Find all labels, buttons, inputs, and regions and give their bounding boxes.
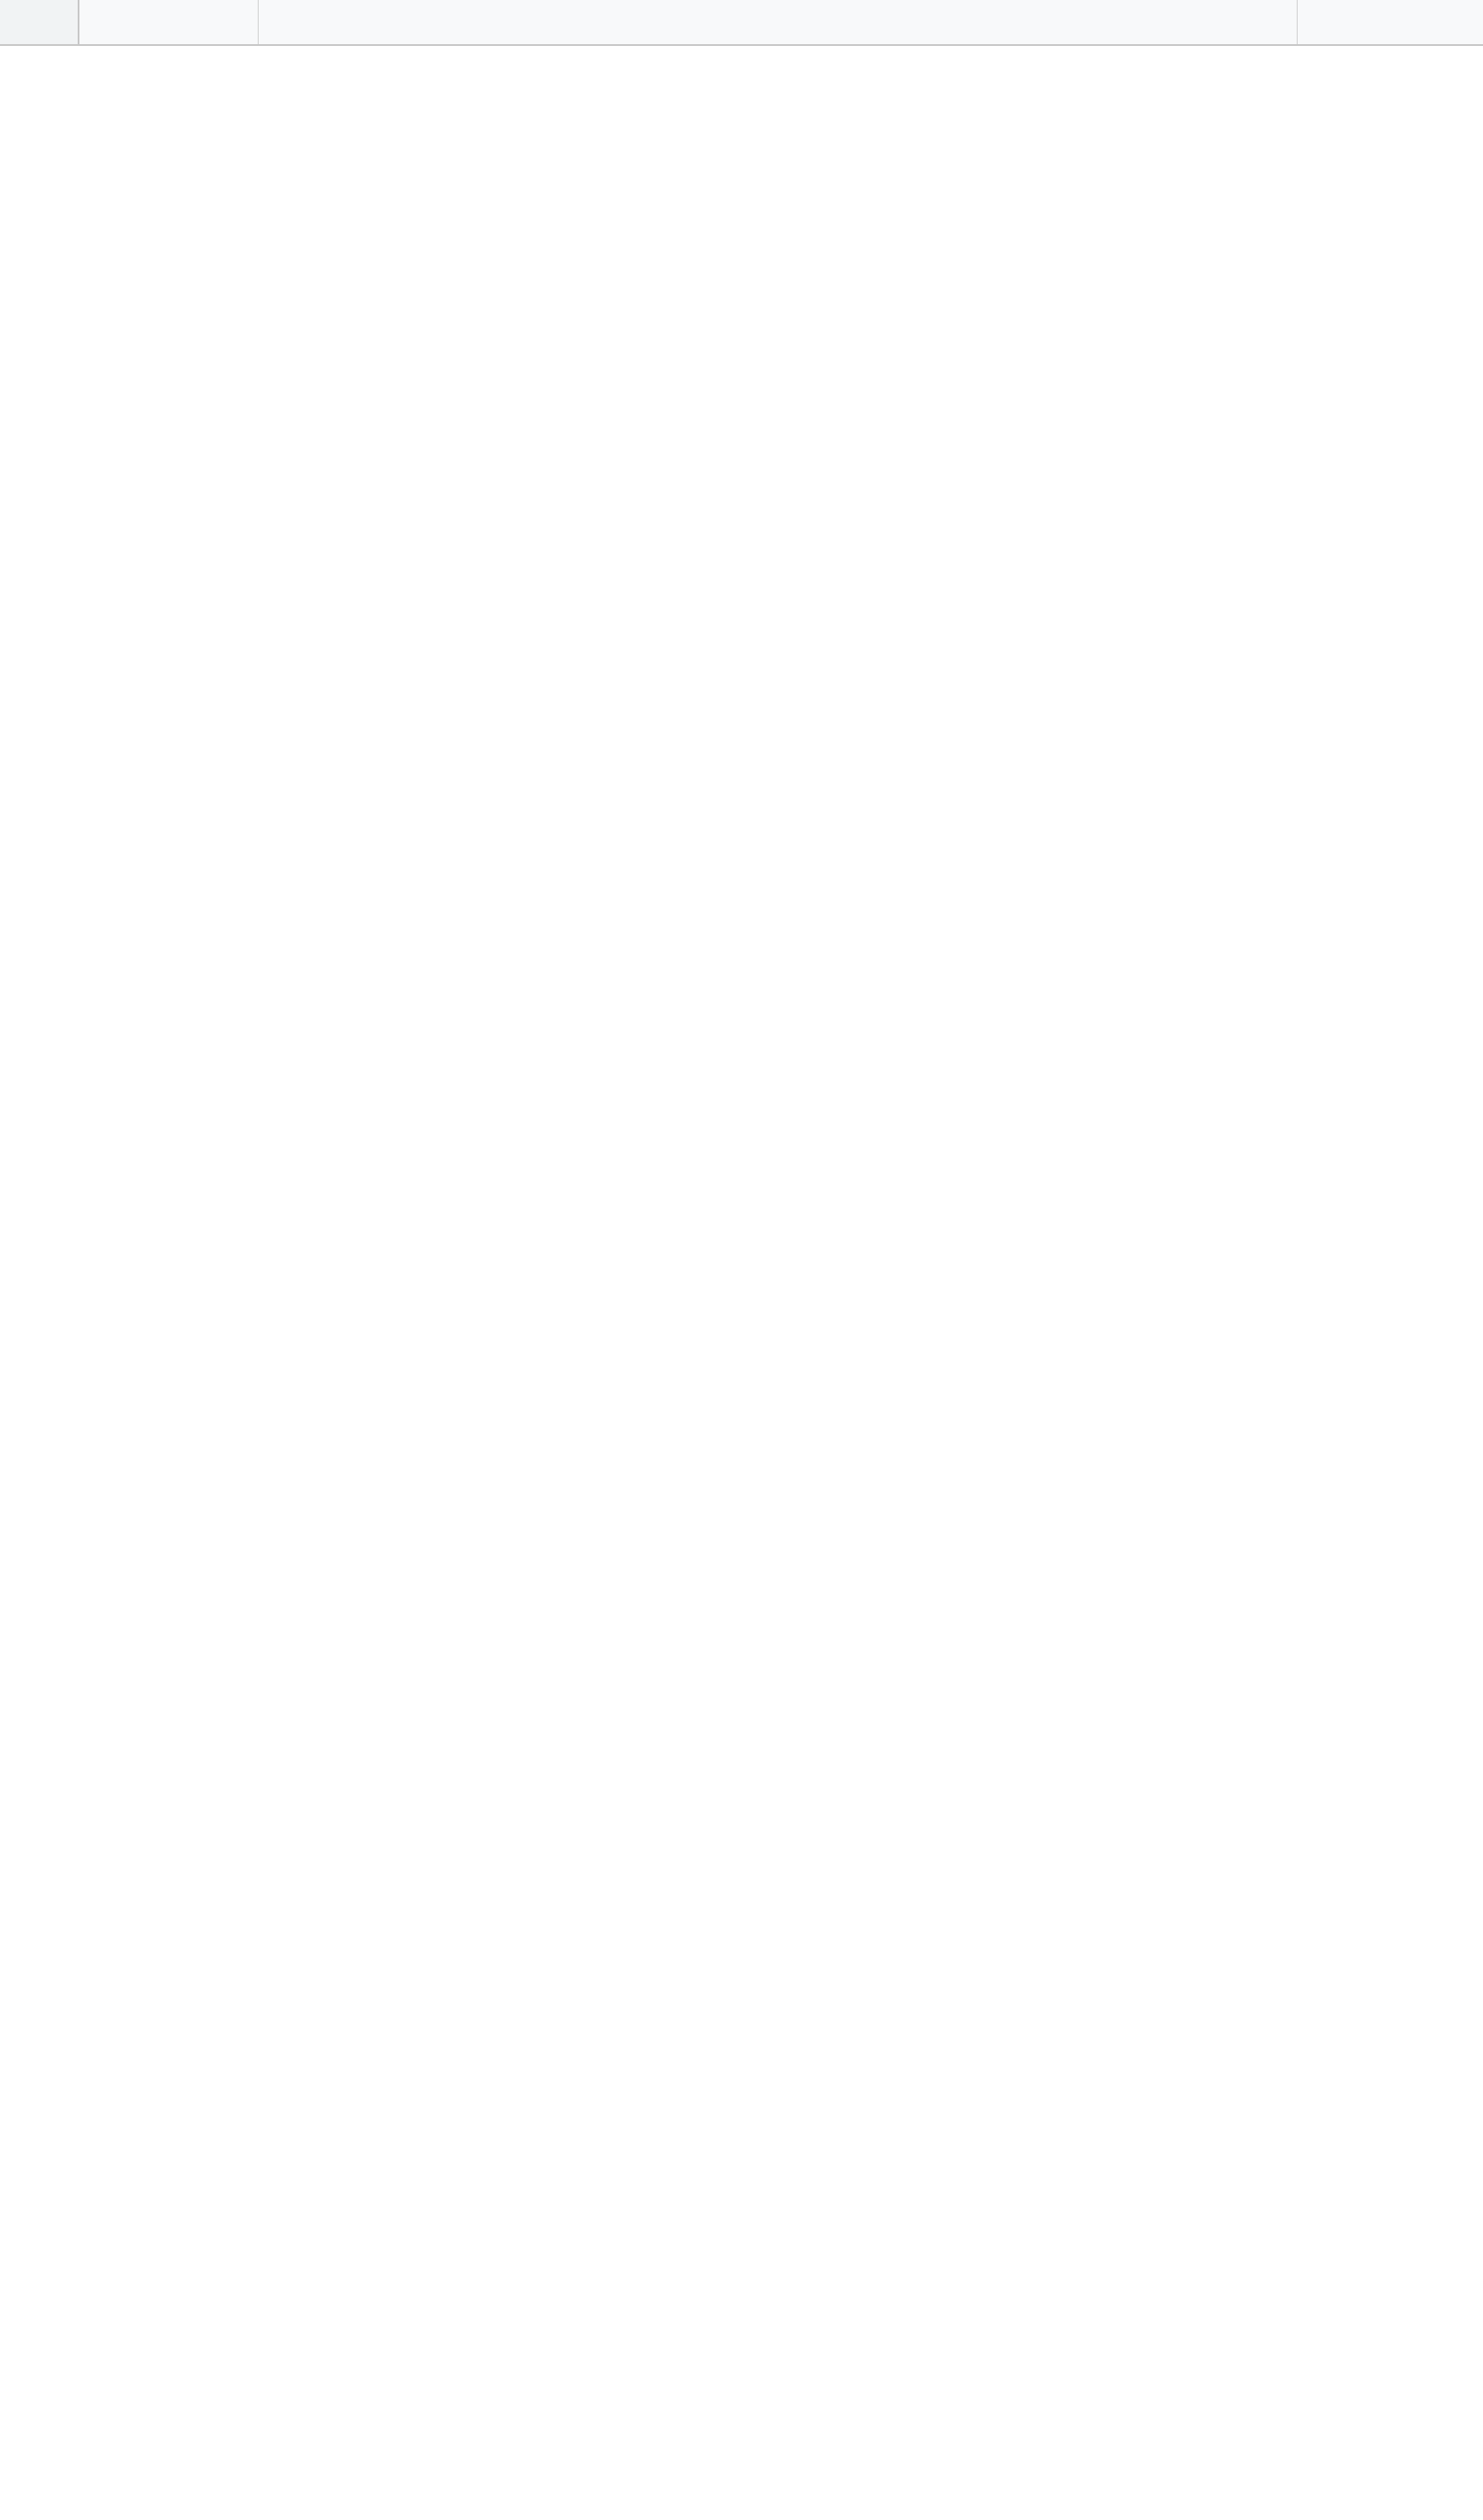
column-header-b[interactable] bbox=[259, 0, 1298, 44]
column-header-c[interactable] bbox=[1298, 0, 1483, 44]
select-all-corner[interactable] bbox=[0, 0, 79, 44]
column-header-bar bbox=[0, 0, 1483, 46]
column-header-a[interactable] bbox=[79, 0, 259, 44]
